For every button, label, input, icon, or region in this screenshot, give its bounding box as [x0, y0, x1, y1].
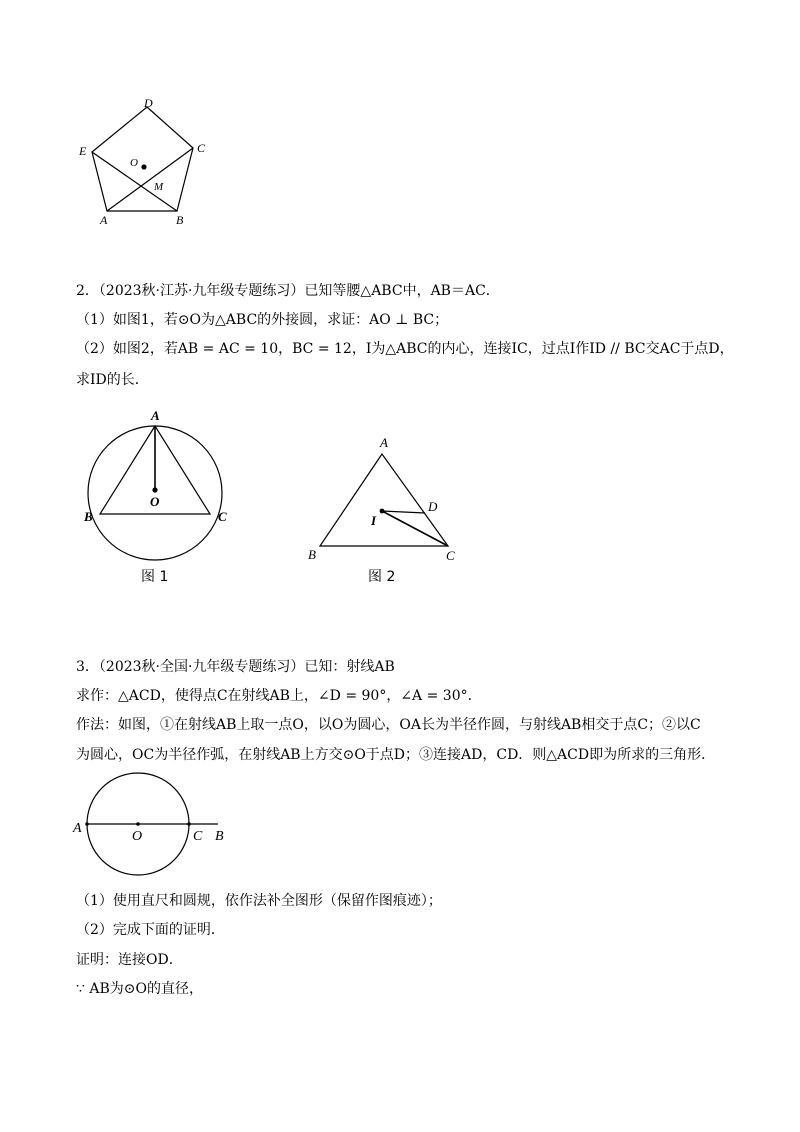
ray-circle-figure [70, 772, 240, 882]
label-B: B [308, 547, 316, 562]
problem3-proof-2: ∵ AB为⊙O的直径， [76, 981, 203, 997]
label-D: D [144, 96, 153, 110]
point-A [85, 822, 89, 826]
center-point-O [152, 487, 157, 492]
label-C: C [446, 548, 455, 563]
figure-1-caption: 图 1 [141, 569, 169, 585]
problem3-method-2: 为圆心，OC为半径作弧，在射线AB上方交⊙O于点D；③连接AD，CD．则△ACD即为所求的三角形． [76, 747, 716, 763]
label-A: A [100, 213, 108, 227]
problem3-method-1: 作法：如图，①在射线AB上取一点O，以O为圆心，OA长为半径作圆，与射线AB相交于点C；②以C [76, 717, 701, 733]
incenter-point-I [380, 509, 385, 514]
problem2-part2-cont: 求ID的长． [76, 372, 149, 388]
label-B: B [84, 509, 93, 524]
label-I: I [371, 513, 377, 528]
label-A: A [73, 821, 82, 836]
segment-IC [382, 511, 448, 546]
problem2-part1: （1）如图1，若⊙O为△ABC的外接圆，求证：AO ⊥ BC； [76, 312, 449, 328]
label-O: O [150, 494, 160, 509]
pentagon-figure [74, 96, 214, 231]
label-A: A [380, 435, 388, 450]
label-O: O [130, 157, 138, 169]
problem2-header: 2．（2023秋·江苏·九年级专题练习）已知等腰△ABC中，AB＝AC． [76, 283, 500, 299]
label-C: C [218, 509, 227, 524]
label-B: B [176, 213, 184, 227]
label-O: O [132, 829, 143, 844]
figure-2 [300, 430, 470, 570]
label-A: A [151, 408, 160, 423]
problem3-proof-1: 证明：连接OD． [76, 952, 183, 968]
center-point-O [141, 164, 146, 169]
problem3-question-2: （2）完成下面的证明． [76, 922, 225, 938]
label-M: M [154, 181, 164, 193]
point-C [187, 822, 191, 826]
problem2-part2: （2）如图2，若AB = AC = 10，BC = 12，I为△ABC的内心，连接IC，过点I作ID // BC交AC于点D， [76, 341, 734, 357]
label-C: C [197, 141, 206, 155]
label-D: D [428, 499, 438, 514]
problem3-question-1: （1）使用直尺和圆规，依作法补全图形（保留作图痕迹）； [76, 893, 442, 909]
segment-ID [382, 511, 425, 513]
label-C: C [193, 829, 203, 844]
label-B: B [215, 829, 224, 844]
problem3-task: 求作：△ACD，使得点C在射线AB上，∠D = 90°，∠A = 30°． [76, 688, 482, 704]
figure-2-caption: 图 2 [368, 569, 396, 585]
problem3-header: 3．（2023秋·全国·九年级专题练习）已知：射线AB [76, 659, 395, 675]
diagonal-AC [107, 148, 193, 211]
point-O [136, 822, 140, 826]
label-E: E [79, 144, 87, 158]
